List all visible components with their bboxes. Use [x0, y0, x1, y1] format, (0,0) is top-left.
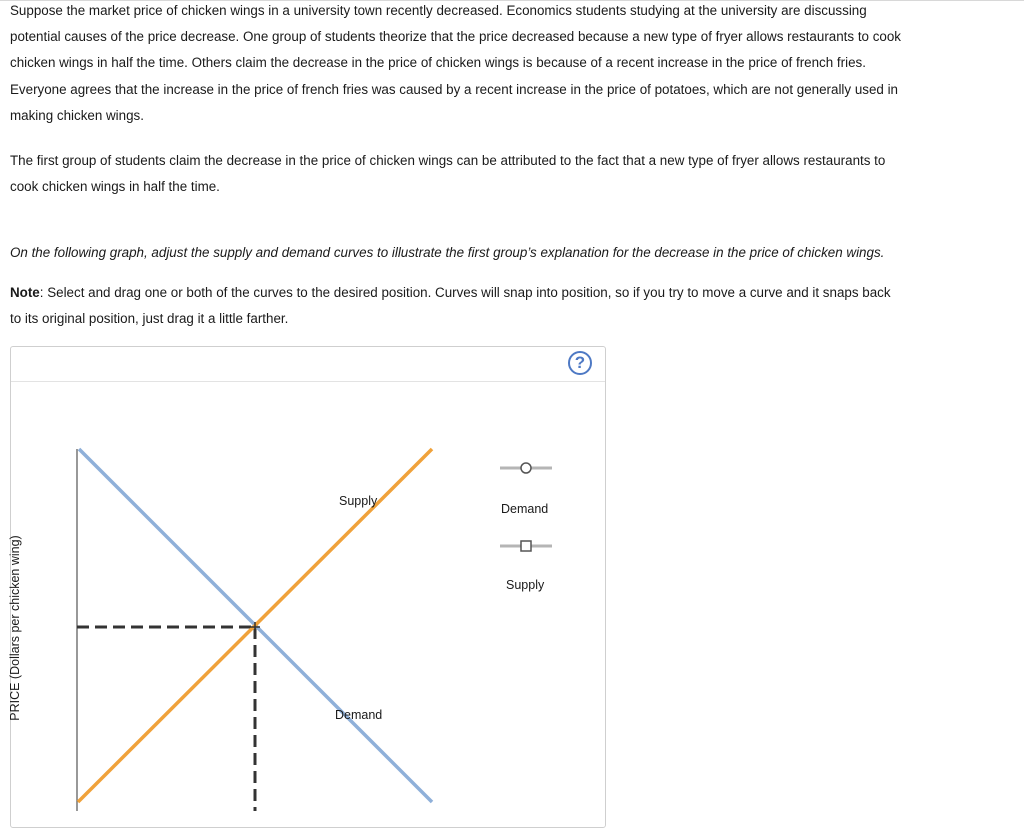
circle-icon: [521, 463, 531, 473]
question-paragraph-1-line-1: Suppose the market price of chicken wings in a university town recently decreased. Economics students studying at the university are discussing: [10, 3, 867, 18]
demand-curve-label: Demand: [335, 708, 383, 722]
question-paragraph-1-line-2: potential causes of the price decrease. One group of students theorize that the price decreased because a new type of fryer allows restaurants to cook: [10, 29, 901, 45]
question-paragraph-2-line-1: The first group of students claim the decrease in the price of chicken wings can be attributed to the fact that a new type of fryer allows restaurants to: [10, 153, 886, 168]
help-icon[interactable]: ?: [568, 351, 592, 375]
question-paragraph-2-line-2: cook chicken wings in half the time.: [10, 179, 220, 195]
question-paragraph-1-line-5: making chicken wings.: [10, 107, 144, 123]
supply-tool[interactable]: [500, 541, 552, 551]
note-text-line-2: to its original position, just drag it a little farther.: [10, 311, 289, 327]
question-paragraph-1-line-4: Everyone agrees that the increase in the price of french fries was caused by a recent increase in the price of potatoes, which are not generally used in: [10, 81, 899, 97]
supply-tool-label: Supply: [506, 578, 545, 592]
note-label: Note: [10, 285, 40, 300]
y-axis-label: PRICE (Dollars per chicken wing): [8, 535, 22, 721]
instruction-text: On the following graph, adjust the supply and demand curves to illustrate the first group’s explanation for the decrease in the price of chicken wings.: [10, 245, 885, 260]
square-icon: [521, 541, 531, 551]
note-text-line-1: : Select and drag one or both of the curves to the desired position. Curves will snap into position, so if you try to move a curve and it snaps back: [39, 285, 891, 300]
supply-curve-label: Supply: [339, 494, 378, 508]
demand-tool[interactable]: [500, 463, 552, 473]
question-paragraph-1-line-3: chicken wings in half the time. Others claim the decrease in the price of chicken wings is because of a recent increase in the price of french fries.: [10, 55, 866, 71]
demand-tool-label: Demand: [501, 502, 549, 516]
